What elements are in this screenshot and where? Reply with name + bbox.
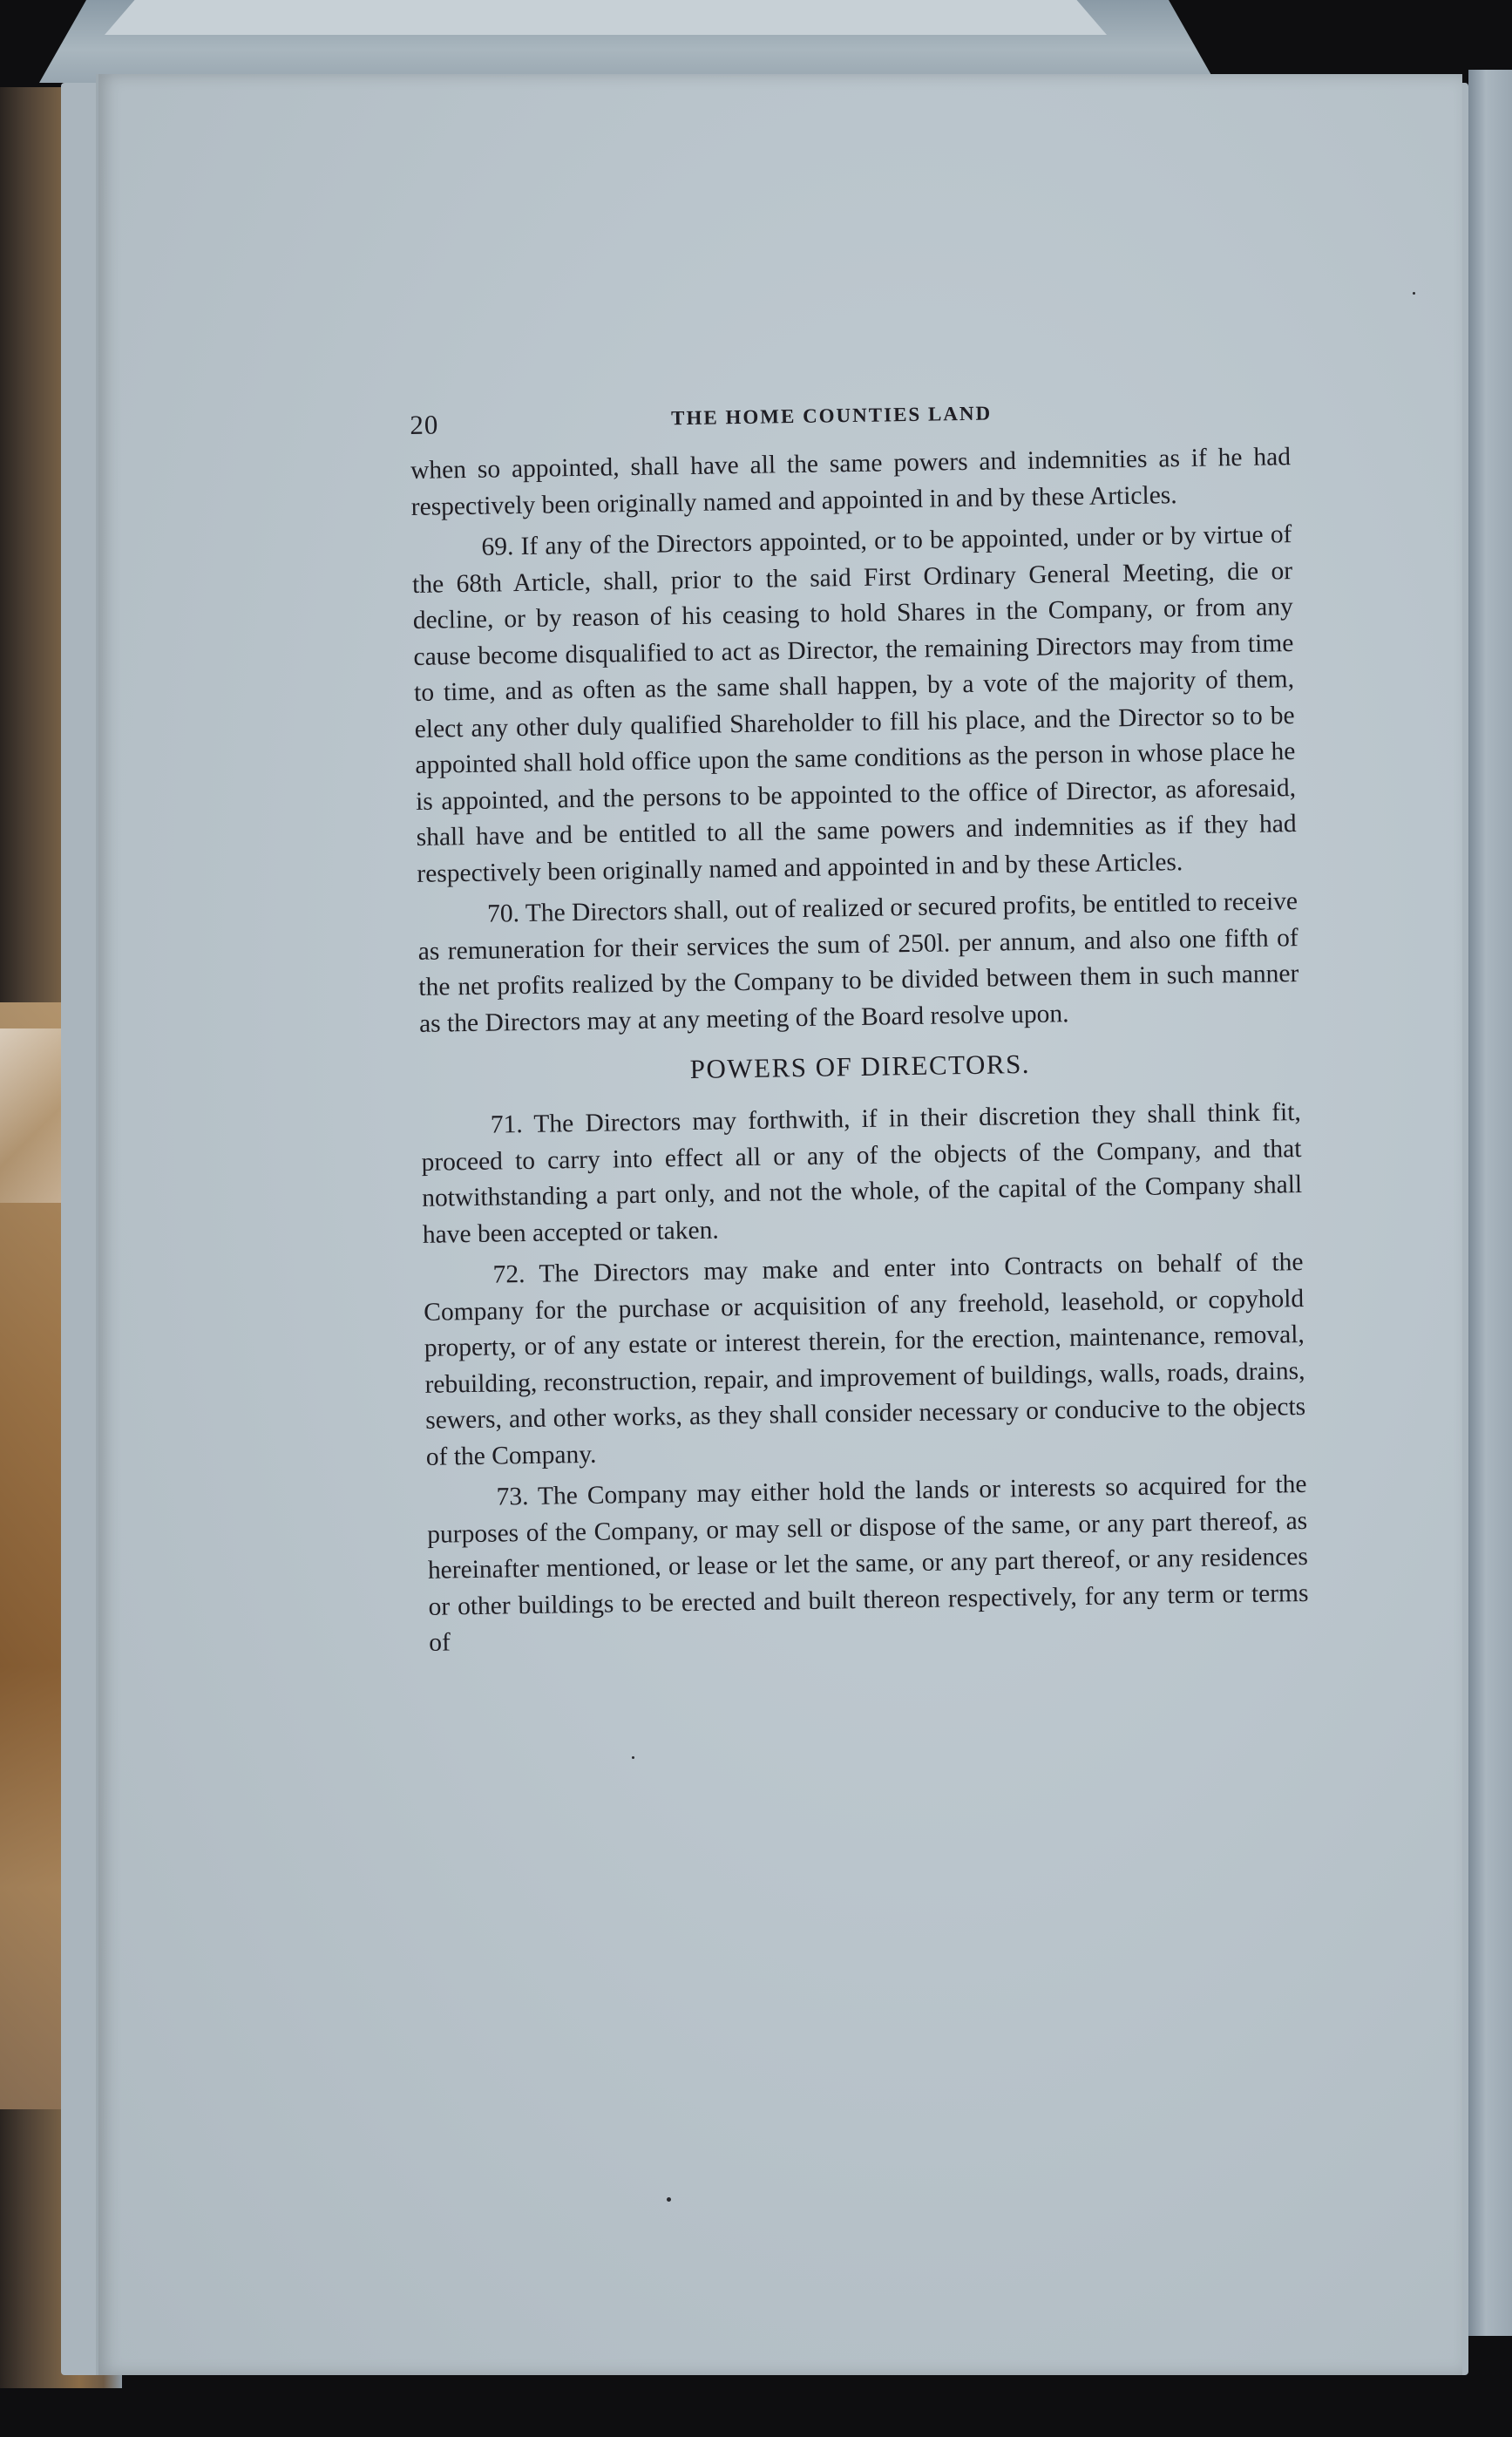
section-heading: POWERS OF DIRECTORS. xyxy=(689,1048,1031,1085)
paper-speck xyxy=(1413,292,1415,295)
paragraph-article-69: 69. If any of the Directors appointed, or to be appointed, under or by virtue of the 68th Article, shall, prior to the said First Ordinary General Meeting, die or decline, or by reason of his ceasing to hold Shares in the Company, or from any cause become disqualified to act as Director, the remaining Directors may from time to time, and as often as the same shall happen, by a vote of the majority of them, elect any other duly qualified Shareholder to fill his place, and the Director so to be appointed shall hold office upon the same conditions as the person in whose place he is appointed, and the persons to be appointed to the office of Director, as aforesaid, shall have and be entitled to all the same powers and indemnities as if they had respectively been originally named and appointed in and by these Articles. xyxy=(411,520,1297,888)
paragraph-continuation: when so appointed, shall have all the same powers and indemnities as if he had respectively been originally named and appointed in and by these Articles. xyxy=(410,443,1292,521)
page-text-block xyxy=(410,396,1310,1667)
running-title: THE HOME COUNTIES LAND xyxy=(670,402,993,430)
paragraph-article-72: 72. The Directors may make and enter into Contracts on behalf of the Company for the purchase or acquisition of any freehold, leasehold, or copyhold property, or of any estate or interest therein, for the erection, maintenance, removal, rebuilding, reconstruction, repair, and improvement of buildings, walls, roads, drains, sewers, and other works, as they shall consider necessary or conducive to the objects of the Company. xyxy=(424,1248,1306,1471)
paragraph-article-71: 71. The Directors may forthwith, if in their discretion they shall think fit, proceed to carry into effect all or any of the objects of the Company, and that notwithstanding a part only, and not the whole, of the capital of the Company shall have been accepted or taken. xyxy=(421,1098,1303,1249)
paper-speck xyxy=(667,2197,671,2202)
adjacent-page-edge xyxy=(1468,70,1512,2336)
top-page-edge-inner xyxy=(105,0,1107,35)
paragraph-article-73: 73. The Company may either hold the lands or interests so acquired for the purposes of the Company, or may sell or dispose of the same, or any part thereof, as hereinafter mentioned, or lease or let the same, or any part thereof, or any residences or other buildings to be erected and built thereon respectively, for any term or terms of xyxy=(427,1470,1309,1657)
page-number: 20 xyxy=(410,409,439,440)
paper-speck xyxy=(632,1756,634,1759)
paragraph-article-70: 70. The Directors shall, out of realized or secured profits, be entitled to receive as remuneration for their services the sum of 250l. per annum, and also one fifth of the net profits realized by the Company to be divided between them in such manner as the Directors may at any meeting of the Board resolve upon. xyxy=(417,887,1299,1038)
